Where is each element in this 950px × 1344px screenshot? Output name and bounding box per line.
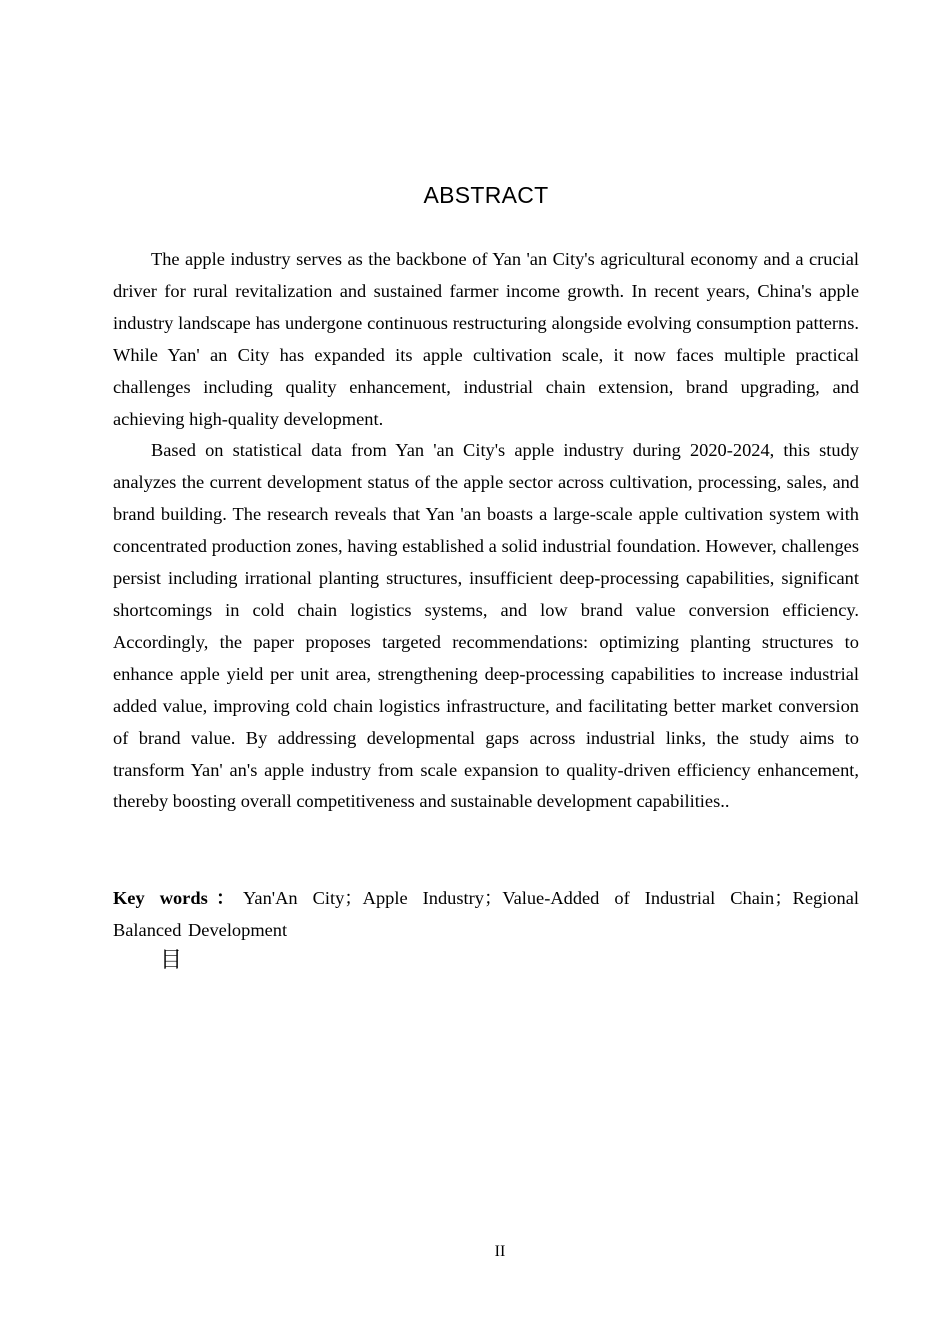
toc-heading-glyph: 目: [160, 948, 183, 973]
keywords-line: [113, 883, 859, 947]
keywords-label: Key words：: [113, 888, 243, 908]
keywords-list: Yan'An City；Apple Industry；Value-Added of Industrial Chain；Regional Balanced Development: [113, 888, 859, 940]
abstract-paragraph-1: The apple industry serves as the backbone of Yan 'an City's agricultural economy and a crucial driver for rural revitalization and sustained farmer income growth. In recent years, China's apple industry landscape has undergone continuous restructuring alongside evolving consumption patterns. While Yan' an City has expanded its apple cultivation scale, it now faces multiple practical challenges including quality enhancement, industrial chain extension, brand upgrading, and achieving high-quality development.: [113, 249, 859, 429]
abstract-body: [113, 244, 859, 818]
page-number: II: [494, 1243, 506, 1260]
abstract-title: ABSTRACT: [423, 182, 549, 208]
abstract-paragraph-2: Based on statistical data from Yan 'an City's apple industry during 2020-2024, this study analyzes the current development status of the apple sector across cultivation, processing, sales, and brand building. The research reveals that Yan 'an boasts a large-scale apple cultivation system with concentrated production zones, having established a solid industrial foundation. However, challenges persist including irrational planting structures, insufficient deep-processing capabilities, significant shortcomings in cold chain logistics systems, and low brand value conversion efficiency. Accordingly, the paper proposes targeted recommendations: optimizing planting structures to enhance apple yield per unit area, strengthening deep-processing capabilities to increase industrial added value, improving cold chain logistics infrastructure, and facilitating better market conversion of brand value. By addressing developmental gaps across industrial links, the study aims to transform Yan' an's apple industry from scale expansion to quality-driven efficiency enhancement, thereby boosting overall competitiveness and sustainable development capabilities..: [113, 440, 859, 812]
